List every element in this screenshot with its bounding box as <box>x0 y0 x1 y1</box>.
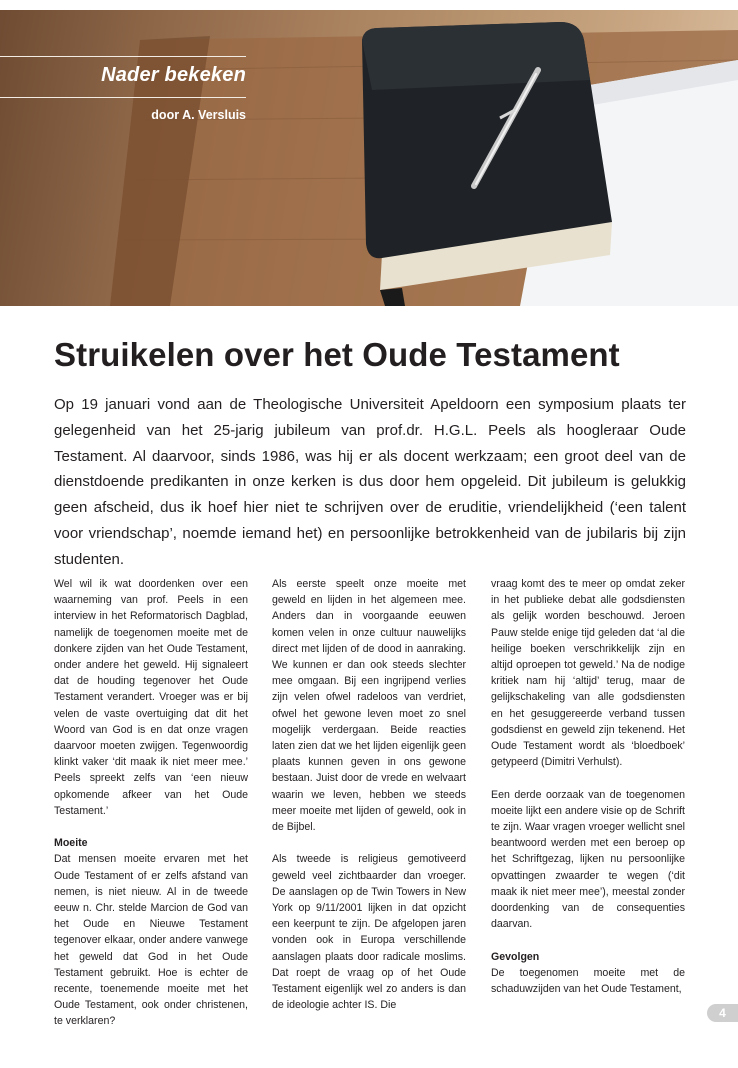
text-column-3 <box>491 576 685 997</box>
paragraph: Wel wil ik wat doordenken over een waarneming van prof. Peels in een interview in het Reformatorisch Dagblad, namelijk de toegenomen moeite met de donkere zijden van het Oude Testament, onder andere het geweld. Hij signaleert dat de houding tegenover het Oude Testament verandert. Vroeger was er bij velen de vaste overtuiging dat dit het Woord van God is en dat onze vragen daarvoor moeten zwijgen. Tegenwoordig klinkt vaker ‘dit maak ik niet meer mee.’ Peels spreekt zelfs van ‘een nieuw opkomende afkeer van het Oude Testament.’ <box>54 578 248 817</box>
top-margin <box>0 0 738 10</box>
column-name: Nader bekeken <box>101 64 246 86</box>
paragraph: Een derde oorzaak van de toegenomen moeite lijkt een andere visie op de Schrift te zijn. Waar vragen vroeger wellicht snel beantwoord werden met een beroep op het Schriftgezag, lijken nu persoonlijke opvattingen zwaarder te wegen (‘dit maak ik niet meer mee’), meestal zonder doordenking van de consequenties daarvan. <box>491 788 685 931</box>
page-number: 4 <box>707 1004 738 1022</box>
section-heading-gevolgen: Gevolgen <box>491 950 540 963</box>
bible-pen-desk-illustration <box>0 0 738 306</box>
header-rule-top <box>0 56 246 57</box>
text-column-2 <box>272 576 466 1013</box>
article-title: Struikelen over het Oude Testament <box>54 336 620 373</box>
paragraph: Dat mensen moeite ervaren met het Oude Testament of er zelfs afstand van nemen, is niet nieuw. Al in de tweede eeuw n. Chr. stelde Marcion de God van het Oude en Nieuwe Testament tegenover elkaar, onder andere vanwege het geweld dat God in het Oude Testament gebruikt. Hoe is echter de recente, toenemende moeite met het Oude Testament, ook onder christenen, te verklaren? <box>54 853 248 1028</box>
header-photo <box>0 0 738 306</box>
text-column-1 <box>54 576 248 1030</box>
paragraph: Als tweede is religieus gemotiveerd geweld veel zichtbaarder dan vroeger. De aanslagen op de Twin Towers in New York op 9/11/2001 lijken in dat opzicht een keerpunt te zijn. De afgelopen jaren vonden ook in Europa verschillende aanslagen plaats door radicale moslims. Dat roept de vraag op of het Oude Testament eigenlijk wel zo anders is dan de ideologie achter IS. Die <box>272 853 466 1012</box>
paragraph: Als eerste speelt onze moeite met geweld en lijden in het algemeen mee. Anders dan in voorgaande eeuwen komen velen in onze cultuur nauwelijks direct met lijden of de dood in aanraking. We kunnen er dan ook steeds slechter mee omgaan. Bij een ingrijpend verlies zijn velen ofwel radeloos van verdriet, ofwel het gewone leven moet zo snel mogelijk verdergaan. Beide reacties laten zien dat we het lijden eigenlijk geen plaats kunnen geven in ons gewone bestaan. Juist door de vrede en welvaart waarin we leven, hebben we steeds meer moeite met lijden of geweld, ook in de Bijbel. <box>272 578 466 834</box>
section-heading-moeite: Moeite <box>54 837 88 850</box>
author-byline: door A. Versluis <box>151 108 246 122</box>
paragraph: vraag komt des te meer op omdat zeker in het publieke debat alle godsdiensten als gelijk worden beschouwd. Jeroen Pauw stelde enige tijd geleden dat ‘al die heilige boeken verschrikkelijk zijn en altijd oproepen tot geweld.’ Na de nodige kritiek nam hij ‘altijd’ terug, maar de gelijkschakeling van alle godsdiensten en het gesuggereerde verband tussen godsdienst en geweld zijn tekenend. Het Oude Testament wordt als ‘bloedboek’ getypeerd (Dimitri Verhulst). <box>491 578 685 769</box>
header-rule-bottom <box>0 97 246 98</box>
article-lead: Op 19 januari vond aan de Theologische Universiteit Apeldoorn een symposium plaats ter gelegenheid van het 25-jarig jubileum van prof.dr. H.G.L. Peels als hoogleraar Oude Testament. Al daarvoor, sinds 1986, was hij er als docent werkzaam; een groot deel van de dienstdoende predikanten in onze kerken is dus door hem opgeleid. Dit jubileum is gelukkig geen afscheid, dus ik hoef hier niet te schrijven over de eruditie, vriendelijkheid (‘een talent voor vriendschap’, noemde iemand het) en persoonlijke betrokkenheid van de jubilaris bij zijn studenten. <box>54 396 686 568</box>
paragraph: De toegenomen moeite met de schaduwzijden van het Oude Testament, <box>491 966 685 996</box>
